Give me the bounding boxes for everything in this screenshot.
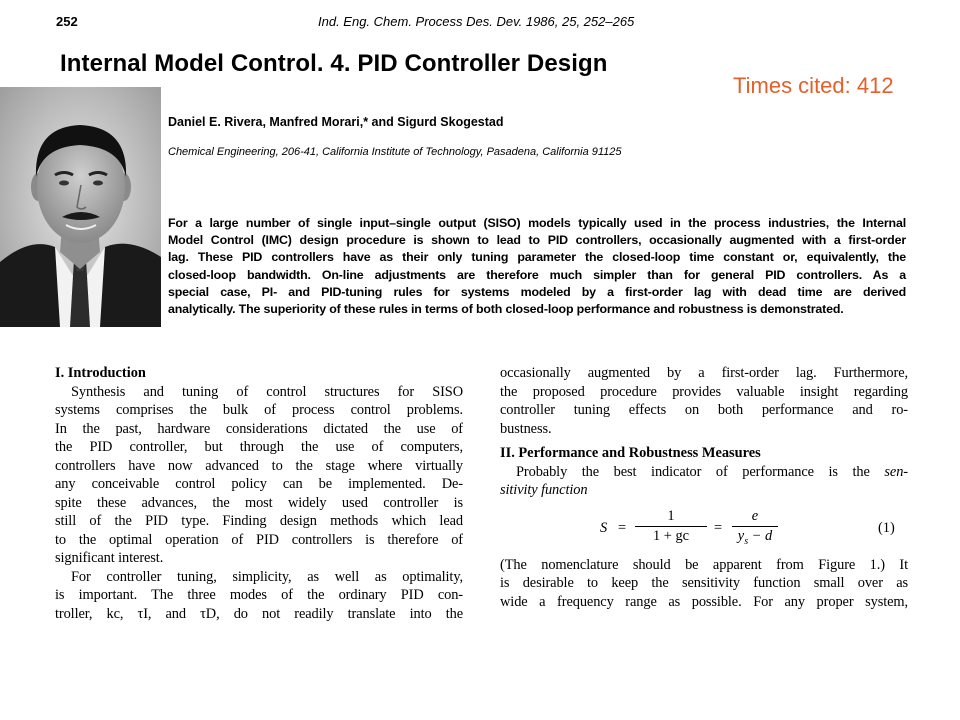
body-line: systems comprises the bulk of process control problems. [55,402,463,418]
times-cited-label: Times cited: 412 [733,73,894,98]
equation-lhs: S [600,519,608,536]
body-text-italic: sen- [884,463,908,480]
abstract-line: lag. These PID controllers have as their only tuning parameter the closed-loop time constant or, equivalently, the [168,250,906,265]
body-line: controllers have now advanced to the stage where virtually [55,457,463,474]
equation-equals: = [618,519,627,536]
den-subscript: s [744,535,749,547]
body-line: spite these advances, the most widely used controller is [55,494,463,511]
body-line: any conceivable control policy can be implemented. De- [55,476,463,492]
right-column [500,364,908,610]
fraction-numerator: e [751,507,759,524]
body-line: occasionally augmented by a first-order lag. Furthermore, [500,365,908,381]
page-number: 252 [56,14,78,29]
fraction-numerator: 1 [667,507,675,524]
body-line: Synthesis and tuning of control structures for SISO [71,383,463,400]
body-line [500,481,908,500]
fraction-denominator: 1 + gc [652,527,690,544]
author-affiliation: Chemical Engineering, 206-41, California Institute of Technology, Pasadena, California 91125 [168,146,622,158]
body-line: In the past, hardware considerations dictated the use of [55,420,463,437]
body-text-italic: sitivity function [500,482,588,498]
equation-1 [500,500,908,556]
body-line: still of the PID type. Finding design methods which lead [55,513,463,529]
fraction-bar [732,526,778,527]
abstract-line: analytically. The superiority of these rules in terms of both closed-loop performance and robustness is demonstrated. [168,301,844,316]
body-line: For controller tuning, simplicity, as well as optimality, [71,568,463,585]
body-line: the proposed procedure provides valuable insight regarding [500,383,908,400]
left-column [55,364,463,622]
body-line: troller, kc, τI, and τD, do not readily translate into the [55,605,463,622]
equation-fraction-2 [732,508,778,550]
section-heading-introduction: I. Introduction [55,365,146,381]
body-line: bustness. [500,420,552,437]
journal-citation: Ind. Eng. Chem. Process Des. Dev. 1986, 25, 252–265 [318,14,635,29]
paper-authors: Daniel E. Rivera, Manfred Morari,* and Sigurd Skogestad [168,115,504,129]
den-y: y [737,527,745,544]
section-heading-performance: II. Performance and Robustness Measures [500,445,761,461]
equation-equals: = [714,519,723,536]
paper-title: Internal Model Control. 4. PID Controller Design [60,50,608,77]
abstract-line: special case, PI- and PID-tuning rules for systems modeled by a first-order lag with dead time are derived [168,284,906,299]
abstract-line: closed-loop bandwidth. On-line adjustments are therefore much simpler than for general PID controllers. As a [168,267,906,282]
equation-number: (1) [878,519,895,536]
fraction-bar [635,526,707,527]
author-photo [0,87,161,327]
body-line: controller tuning effects on both performance and ro- [500,402,908,418]
body-line: is desirable to keep the sensitivity function small over as [500,575,908,591]
body-line: significant interest. [55,550,164,566]
body-line: the PID controller, but through the use of computers, [55,439,463,455]
abstract-line: Model Control (IMC) design procedure is shown to lead to PID controllers, occasionally augmented with a first-order [168,233,906,248]
abstract [168,215,906,318]
body-text: Probably the best indicator of performance is the [516,463,885,480]
abstract-line: For a large number of single input–single output (SISO) models typically used in the process industries, the Internal [168,216,906,230]
equation-fraction-1 [635,508,707,545]
body-line: (The nomenclature should be apparent from Figure 1.) It [500,556,908,573]
body-line: to the optimal operation of PID controllers is therefore of [55,531,463,548]
body-line: wide a frequency range as possible. For any proper system, [500,593,908,610]
body-line: is important. The three modes of the ordinary PID con- [55,587,463,603]
fraction-denominator [732,528,778,550]
den-rest: − d [748,527,773,544]
body-line [500,463,908,482]
